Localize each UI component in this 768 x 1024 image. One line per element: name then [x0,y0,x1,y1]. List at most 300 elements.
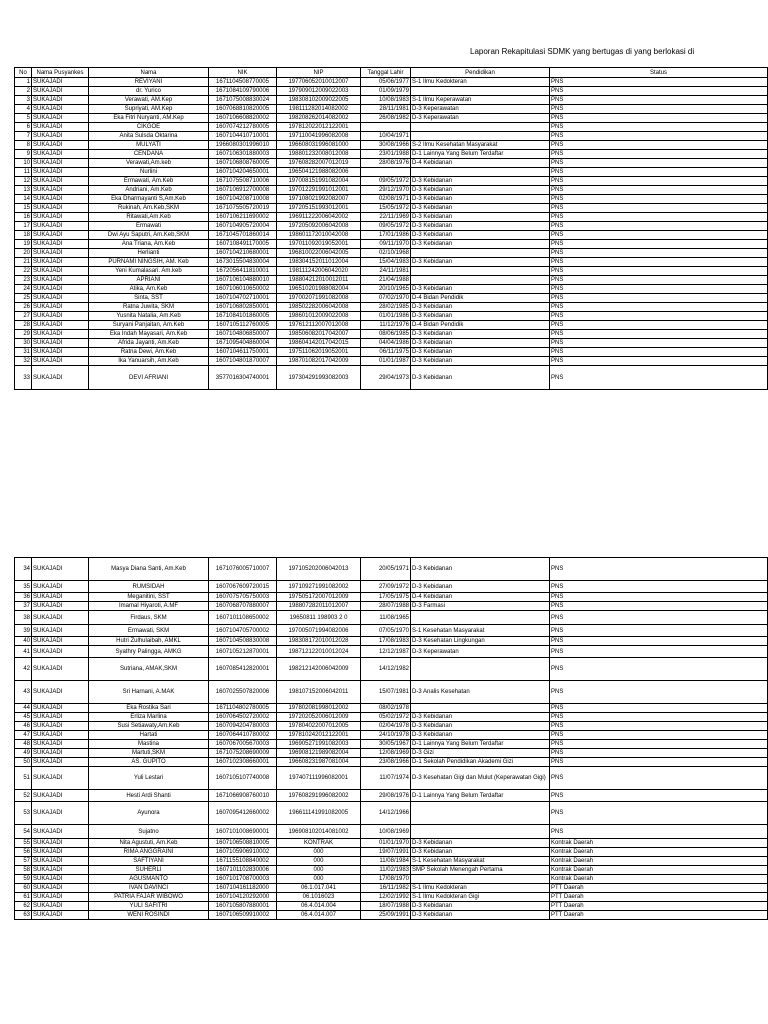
cell-tanggal-lahir [361,123,411,132]
table-row [15,749,768,758]
cell-status: PNS [550,96,768,105]
cell-no: 44 [15,704,32,713]
cell-nip: 198111282014082002 [277,105,361,114]
cell-status: PNS [550,150,768,159]
cell-status: PTT Daerah [550,893,768,902]
cell-nama: Ritawati,Am.Keb [89,213,209,222]
cell-status: PNS [550,558,768,581]
cell-nama-pusyankes: SUKAJADI [32,731,89,740]
cell-pendidikan: D-3 Kebidanan [411,312,550,321]
cell-nip: 197612112007012008 [277,321,361,330]
cell-no: 27 [15,312,32,321]
cell-nama-pusyankes: SUKAJADI [32,78,89,87]
cell-nama-pusyankes: SUKAJADI [32,875,89,884]
cell-no: 48 [15,740,32,749]
cell-nama: Erliza Marlina [89,713,209,722]
table-row [15,249,768,258]
table-row [15,123,768,132]
cell-no: 31 [15,348,32,357]
cell-nama: WENI ROSINDI [89,911,209,920]
cell-nip: 198601012009022008 [277,312,361,321]
cell-nip: 197109271991082002 [277,581,361,593]
cell-nama-pusyankes: SUKAJADI [32,704,89,713]
cell-nik: 1607106608820002 [209,114,277,123]
cell-nip: 06.4.014.007 [277,911,361,920]
table-row [15,159,768,168]
cell-status: PNS [550,231,768,240]
cell-nama: Sri Harnani, A.MAK [89,681,209,704]
cell-pendidikan: D-3 Kebidanan [411,713,550,722]
cell-nama-pusyankes: SUKAJADI [32,758,89,767]
cell-tanggal-lahir: 02/10/1968 [361,249,411,258]
cell-nip: 197909012009022003 [277,87,361,96]
cell-nik: 1607105112760005 [209,321,277,330]
cell-nama: APRIANI [89,276,209,285]
cell-nik: 1671075508710006 [209,177,277,186]
table-row [15,105,768,114]
cell-nik: 1607105807880001 [209,902,277,911]
cell-nama-pusyankes: SUKAJADI [32,625,89,637]
cell-nip: 197205092006042008 [277,222,361,231]
cell-status: Kontrak Daerah [550,875,768,884]
cell-nip: 06.1016023 [277,893,361,902]
cell-tanggal-lahir: 28/08/1976 [361,159,411,168]
cell-nama-pusyankes: SUKAJADI [32,646,89,658]
cell-nip: 197505172007012009 [277,593,361,602]
table-row [15,848,768,857]
cell-no: 16 [15,213,32,222]
cell-nik: 1607068707880007 [209,602,277,611]
cell-nik: 1607106104880010 [209,276,277,285]
cell-status: PNS [550,195,768,204]
cell-tanggal-lahir: 11/12/1976 [361,321,411,330]
cell-pendidikan: S-1 Kesehatan Masyarakat [411,625,550,637]
cell-tanggal-lahir: 17/01/1986 [361,231,411,240]
cell-tanggal-lahir: 20/10/1965 [361,285,411,294]
table-header-row [15,68,768,78]
cell-status: PNS [550,285,768,294]
cell-nip: 196611141991082005 [277,802,361,825]
cell-nip: 196810022006042005 [277,249,361,258]
cell-status: Kontrak Daerah [550,848,768,857]
cell-nip: 06.4.014.004 [277,902,361,911]
cell-nik: 1607104204650001 [209,168,277,177]
cell-status: PNS [550,758,768,767]
cell-nama: Yusnita Natalia, Am.Keb [89,312,209,321]
cell-no: 10 [15,159,32,168]
cell-status: Kontrak Daerah [550,857,768,866]
cell-nama-pusyankes: SUKAJADI [32,240,89,249]
cell-nik: 1607104611750001 [209,348,277,357]
cell-nama-pusyankes: SUKAJADI [32,312,89,321]
cell-nama-pusyankes: SUKAJADI [32,285,89,294]
cell-nama: AGUSMANTO [89,875,209,884]
cell-status: Kontrak Daerah [550,839,768,848]
cell-nip: 19650811 198903 2 0 [277,611,361,625]
cell-pendidikan: S-1 Ilmu Kedokteran [411,78,550,87]
cell-nik: 1966080301996010 [209,141,277,150]
cell-tanggal-lahir: 23/01/1988 [361,150,411,159]
cell-nama-pusyankes: SUKAJADI [32,848,89,857]
cell-status: PNS [550,141,768,150]
cell-nik: 1671045701860014 [209,231,277,240]
cell-tanggal-lahir: 18/07/1988 [361,902,411,911]
cell-nama-pusyankes: SUKAJADI [32,258,89,267]
cell-no: 40 [15,637,32,646]
cell-tanggal-lahir: 01/01/1970 [361,839,411,848]
cell-nik: 1607106211690002 [209,213,277,222]
cell-nip: 198801232008012008 [277,150,361,159]
cell-nama-pusyankes: SUKAJADI [32,114,89,123]
table-row [15,231,768,240]
cell-tanggal-lahir: 30/05/1967 [361,740,411,749]
cell-nama-pusyankes: SUKAJADI [32,348,89,357]
cell-nip: 196510201988082004 [277,285,361,294]
cell-nama-pusyankes: SUKAJADI [32,681,89,704]
cell-status: PNS [550,267,768,276]
cell-nama-pusyankes: SUKAJADI [32,150,89,159]
cell-tanggal-lahir: 02/08/1971 [361,195,411,204]
cell-status: Kontrak Daerah [550,866,768,875]
cell-pendidikan: SMP Sekolah Menengah Pertama [411,866,550,875]
table-row [15,96,768,105]
cell-pendidikan: D-3 Kebidanan [411,222,550,231]
cell-status: PNS [550,704,768,713]
cell-status: PNS [550,722,768,731]
cell-nik: 1671104802780005 [209,704,277,713]
cell-nama-pusyankes: SUKAJADI [32,558,89,581]
cell-nip: 197304291993082003 [277,366,361,390]
cell-tanggal-lahir: 15/05/1972 [361,204,411,213]
cell-status: PNS [550,825,768,839]
cell-nama-pusyankes: SUKAJADI [32,132,89,141]
cell-no: 1 [15,78,32,87]
table-row [15,558,768,581]
cell-tanggal-lahir: 06/11/1975 [361,348,411,357]
cell-nik: 1607108491170005 [209,240,277,249]
table-row [15,893,768,902]
table-row [15,357,768,366]
cell-nama: RUMSIDAH [89,581,209,593]
cell-no: 36 [15,593,32,602]
cell-nama-pusyankes: SUKAJADI [32,767,89,790]
cell-tanggal-lahir: 14/12/1966 [361,802,411,825]
cell-tanggal-lahir: 12/12/1987 [361,646,411,658]
cell-no: 9 [15,150,32,159]
cell-nip: 196608031996081000 [277,141,361,150]
cell-nip: 197407111996082001 [277,767,361,790]
cell-nip: 196608231987081004 [277,758,361,767]
table-row [15,195,768,204]
cell-nama: Anita Sulsda Oktarina [89,132,209,141]
cell-status: PNS [550,767,768,790]
cell-nama: PATRIA FAJAR WIBOWO [89,893,209,902]
cell-nik: 1607104905720004 [209,222,277,231]
cell-no: 20 [15,249,32,258]
table-row [15,658,768,681]
cell-pendidikan: D-3 Kebidanan [411,911,550,920]
cell-pendidikan [411,611,550,625]
cell-tanggal-lahir: 28/07/1988 [361,602,411,611]
cell-tanggal-lahir: 12/02/1992 [361,893,411,902]
table-row [15,581,768,593]
cell-nama-pusyankes: SUKAJADI [32,713,89,722]
cell-pendidikan [411,87,550,96]
cell-nik: 1671084101860005 [209,312,277,321]
cell-pendidikan: D-3 Kesehatan Gigi dan Mulut (Keperawatan Gigi) [411,767,550,790]
cell-nama: Andriani, Am.Keb [89,186,209,195]
cell-nama: Ermawati, SKM [89,625,209,637]
table-row [15,141,768,150]
cell-status: PNS [550,611,768,625]
cell-tanggal-lahir: 15/07/1981 [361,681,411,704]
cell-pendidikan: D-3 Kebidanan [411,339,550,348]
cell-status: PTT Daerah [550,884,768,893]
cell-nip: 196908121989082004 [277,749,361,758]
cell-status: PNS [550,330,768,339]
cell-nama: Nita Agustuti, Am.Keb [89,839,209,848]
cell-no: 30 [15,339,32,348]
cell-no: 37 [15,602,32,611]
cell-nama-pusyankes: SUKAJADI [32,213,89,222]
cell-no: 25 [15,294,32,303]
cell-pendidikan: D-3 Keperawatan [411,114,550,123]
table-row [15,704,768,713]
cell-nik: 1607074212780005 [209,123,277,132]
cell-status: PNS [550,658,768,681]
cell-no: 54 [15,825,32,839]
cell-nama-pusyankes: SUKAJADI [32,839,89,848]
table-row [15,132,768,141]
cell-no: 57 [15,857,32,866]
cell-nik: 1607064410780002 [209,731,277,740]
cell-nama-pusyankes: SUKAJADI [32,366,89,390]
cell-nama: Rukinah, Am.Keb,SKM [89,204,209,213]
cell-no: 14 [15,195,32,204]
cell-no: 58 [15,866,32,875]
cell-tanggal-lahir: 02/04/1978 [361,722,411,731]
cell-nama: Verawati, AM.Kep [89,96,209,105]
cell-nama-pusyankes: SUKAJADI [32,276,89,285]
cell-nama-pusyankes: SUKAJADI [32,357,89,366]
cell-nama-pusyankes: SUKAJADI [32,186,89,195]
cell-nama: Herlianti [89,249,209,258]
cell-no: 60 [15,884,32,893]
cell-pendidikan [411,276,550,285]
cell-nik: 1671095404860004 [209,339,277,348]
cell-pendidikan: S-1 Kesehatan Masyarakat [411,857,550,866]
cell-no: 59 [15,875,32,884]
cell-status: PNS [550,646,768,658]
cell-pendidikan [411,168,550,177]
cell-tanggal-lahir: 29/12/1970 [361,186,411,195]
cell-no: 34 [15,558,32,581]
cell-nama-pusyankes: SUKAJADI [32,123,89,132]
cell-tanggal-lahir: 09/11/1970 [361,240,411,249]
cell-nama: SAFTIYANI [89,857,209,866]
cell-nik: 1671104508770005 [209,78,277,87]
cell-nip: 197511062019052001 [277,348,361,357]
cell-nama-pusyankes: SUKAJADI [32,884,89,893]
cell-nama: YULI SAFITRI [89,902,209,911]
cell-pendidikan: D-3 Kebidanan [411,558,550,581]
cell-nik: 1607105107740008 [209,767,277,790]
cell-tanggal-lahir: 11/02/1983 [361,866,411,875]
cell-nama-pusyankes: SUKAJADI [32,168,89,177]
cell-status: PNS [550,321,768,330]
cell-no: 22 [15,267,32,276]
cell-pendidikan: D-3 Kebidanan [411,186,550,195]
cell-no: 8 [15,141,32,150]
cell-no: 7 [15,132,32,141]
cell-nama: Mastina [89,740,209,749]
cell-status: PNS [550,602,768,611]
cell-nik: 1607104208710008 [209,195,277,204]
cell-nip: 197002071991082008 [277,294,361,303]
cell-pendidikan: D-3 Kebidanan [411,204,550,213]
cell-nama: Susi Setiawaty,Am.Keb [89,722,209,731]
table-row [15,825,768,839]
cell-pendidikan: D-3 Kebidanan [411,258,550,267]
cell-nik: 1607105212870001 [209,646,277,658]
table-row [15,267,768,276]
cell-nip: 198208262014082002 [277,114,361,123]
header-no: No [15,68,32,78]
cell-pendidikan: D-3 Kebidanan [411,722,550,731]
cell-nik: 1607105906910002 [209,848,277,857]
cell-nama-pusyankes: SUKAJADI [32,105,89,114]
cell-status: PNS [550,312,768,321]
table-row [15,213,768,222]
cell-status: PNS [550,105,768,114]
cell-nama: Sutriana, AMAK,SKM [89,658,209,681]
table-row [15,204,768,213]
cell-status: PNS [550,213,768,222]
cell-no: 51 [15,767,32,790]
cell-status: PNS [550,802,768,825]
cell-nip: 198804212010012011 [277,276,361,285]
header-tanggal-lahir: Tanggal Lahir [361,68,411,78]
cell-pendidikan: D-3 Keperawatan [411,646,550,658]
cell-nama: Yuli Lestari [89,767,209,790]
cell-nip: 198212142006042009 [277,658,361,681]
cell-no: 26 [15,303,32,312]
cell-nik: 1607095412660002 [209,802,277,825]
cell-nama-pusyankes: SUKAJADI [32,611,89,625]
table-row [15,258,768,267]
cell-nik: 1607106509910002 [209,911,277,920]
table-row [15,884,768,893]
cell-pendidikan: D-3 Kesehatan Lingkungan [411,637,550,646]
cell-nama-pusyankes: SUKAJADI [32,231,89,240]
cell-nama: REVIYANI [89,78,209,87]
cell-no: 33 [15,366,32,390]
cell-nip: 197608282007012019 [277,159,361,168]
cell-tanggal-lahir: 07/05/1970 [361,625,411,637]
table-row [15,593,768,602]
cell-nama: Ratna Juwita, SKM [89,303,209,312]
cell-nip: 197706052010012007 [277,78,361,87]
table-row [15,911,768,920]
cell-status: PNS [550,339,768,348]
cell-no: 19 [15,240,32,249]
cell-nip: 197110041996082008 [277,132,361,141]
cell-status: PNS [550,731,768,740]
table-row [15,222,768,231]
cell-nama: Sujatno [89,825,209,839]
table-row [15,902,768,911]
cell-tanggal-lahir: 01/01/1987 [361,357,411,366]
cell-nip: 198506082017042007 [277,330,361,339]
table-row [15,740,768,749]
cell-tanggal-lahir: 25/09/1991 [361,911,411,920]
cell-status: PNS [550,186,768,195]
cell-tanggal-lahir [361,168,411,177]
cell-nama: SUHERLI [89,866,209,875]
cell-nik: 1607104508830008 [209,637,277,646]
cell-no: 21 [15,258,32,267]
cell-nama: Atika, Am.Keb [89,285,209,294]
cell-tanggal-lahir: 05/06/1977 [361,78,411,87]
cell-nama: Dwi Ayu Saputri, Am.Keb,SKM [89,231,209,240]
cell-nik: 1671076005710007 [209,558,277,581]
cell-nama: PURNAMI NINGSIH, AM. Keb [89,258,209,267]
cell-nama: RIMA ANGGRAINI [89,848,209,857]
cell-nip: 198502282006042008 [277,303,361,312]
cell-no: 17 [15,222,32,231]
cell-tanggal-lahir: 04/04/1986 [361,339,411,348]
cell-tanggal-lahir: 09/05/1972 [361,222,411,231]
cell-tanggal-lahir: 28/11/1981 [361,105,411,114]
cell-no: 3 [15,96,32,105]
cell-pendidikan: S-1 Ilmu Keperawatan [411,96,550,105]
table-row [15,681,768,704]
cell-nip: 198712122010012024 [277,646,361,658]
cell-status: PNS [550,294,768,303]
cell-nama: Ratna Dewi, Am.Keb [89,348,209,357]
cell-tanggal-lahir: 17/08/1970 [361,875,411,884]
cell-tanggal-lahir: 24/10/1978 [361,731,411,740]
table-row [15,186,768,195]
cell-tanggal-lahir: 27/09/1972 [361,581,411,593]
cell-tanggal-lahir: 26/08/1982 [361,114,411,123]
cell-nik: 1607075705750003 [209,593,277,602]
cell-nama-pusyankes: SUKAJADI [32,87,89,96]
table-row [15,602,768,611]
table-row [15,790,768,802]
table-row [15,339,768,348]
table-row [15,168,768,177]
cell-nik: 1671155108840002 [209,857,277,866]
cell-pendidikan: D-3 Kebidanan [411,240,550,249]
cell-nip: 000 [277,857,361,866]
cell-pendidikan: D-1 Lainnya Yang Belum Terdaftar [411,790,550,802]
cell-nama: Ermawati, Am.Keb [89,177,209,186]
cell-no: 53 [15,802,32,825]
cell-nip: 000 [277,875,361,884]
cell-nik: 1607085412820001 [209,658,277,681]
cell-nama-pusyankes: SUKAJADI [32,658,89,681]
cell-pendidikan: D-3 Kebidanan [411,902,550,911]
cell-nip: 198701082017042009 [277,357,361,366]
personnel-table-top [14,67,768,390]
cell-nip: 196504121988082006 [277,168,361,177]
cell-pendidikan [411,123,550,132]
table-row [15,150,768,159]
cell-nama: AS. GUPITO [89,758,209,767]
table-row [15,276,768,285]
cell-nama: Nurlini [89,168,209,177]
